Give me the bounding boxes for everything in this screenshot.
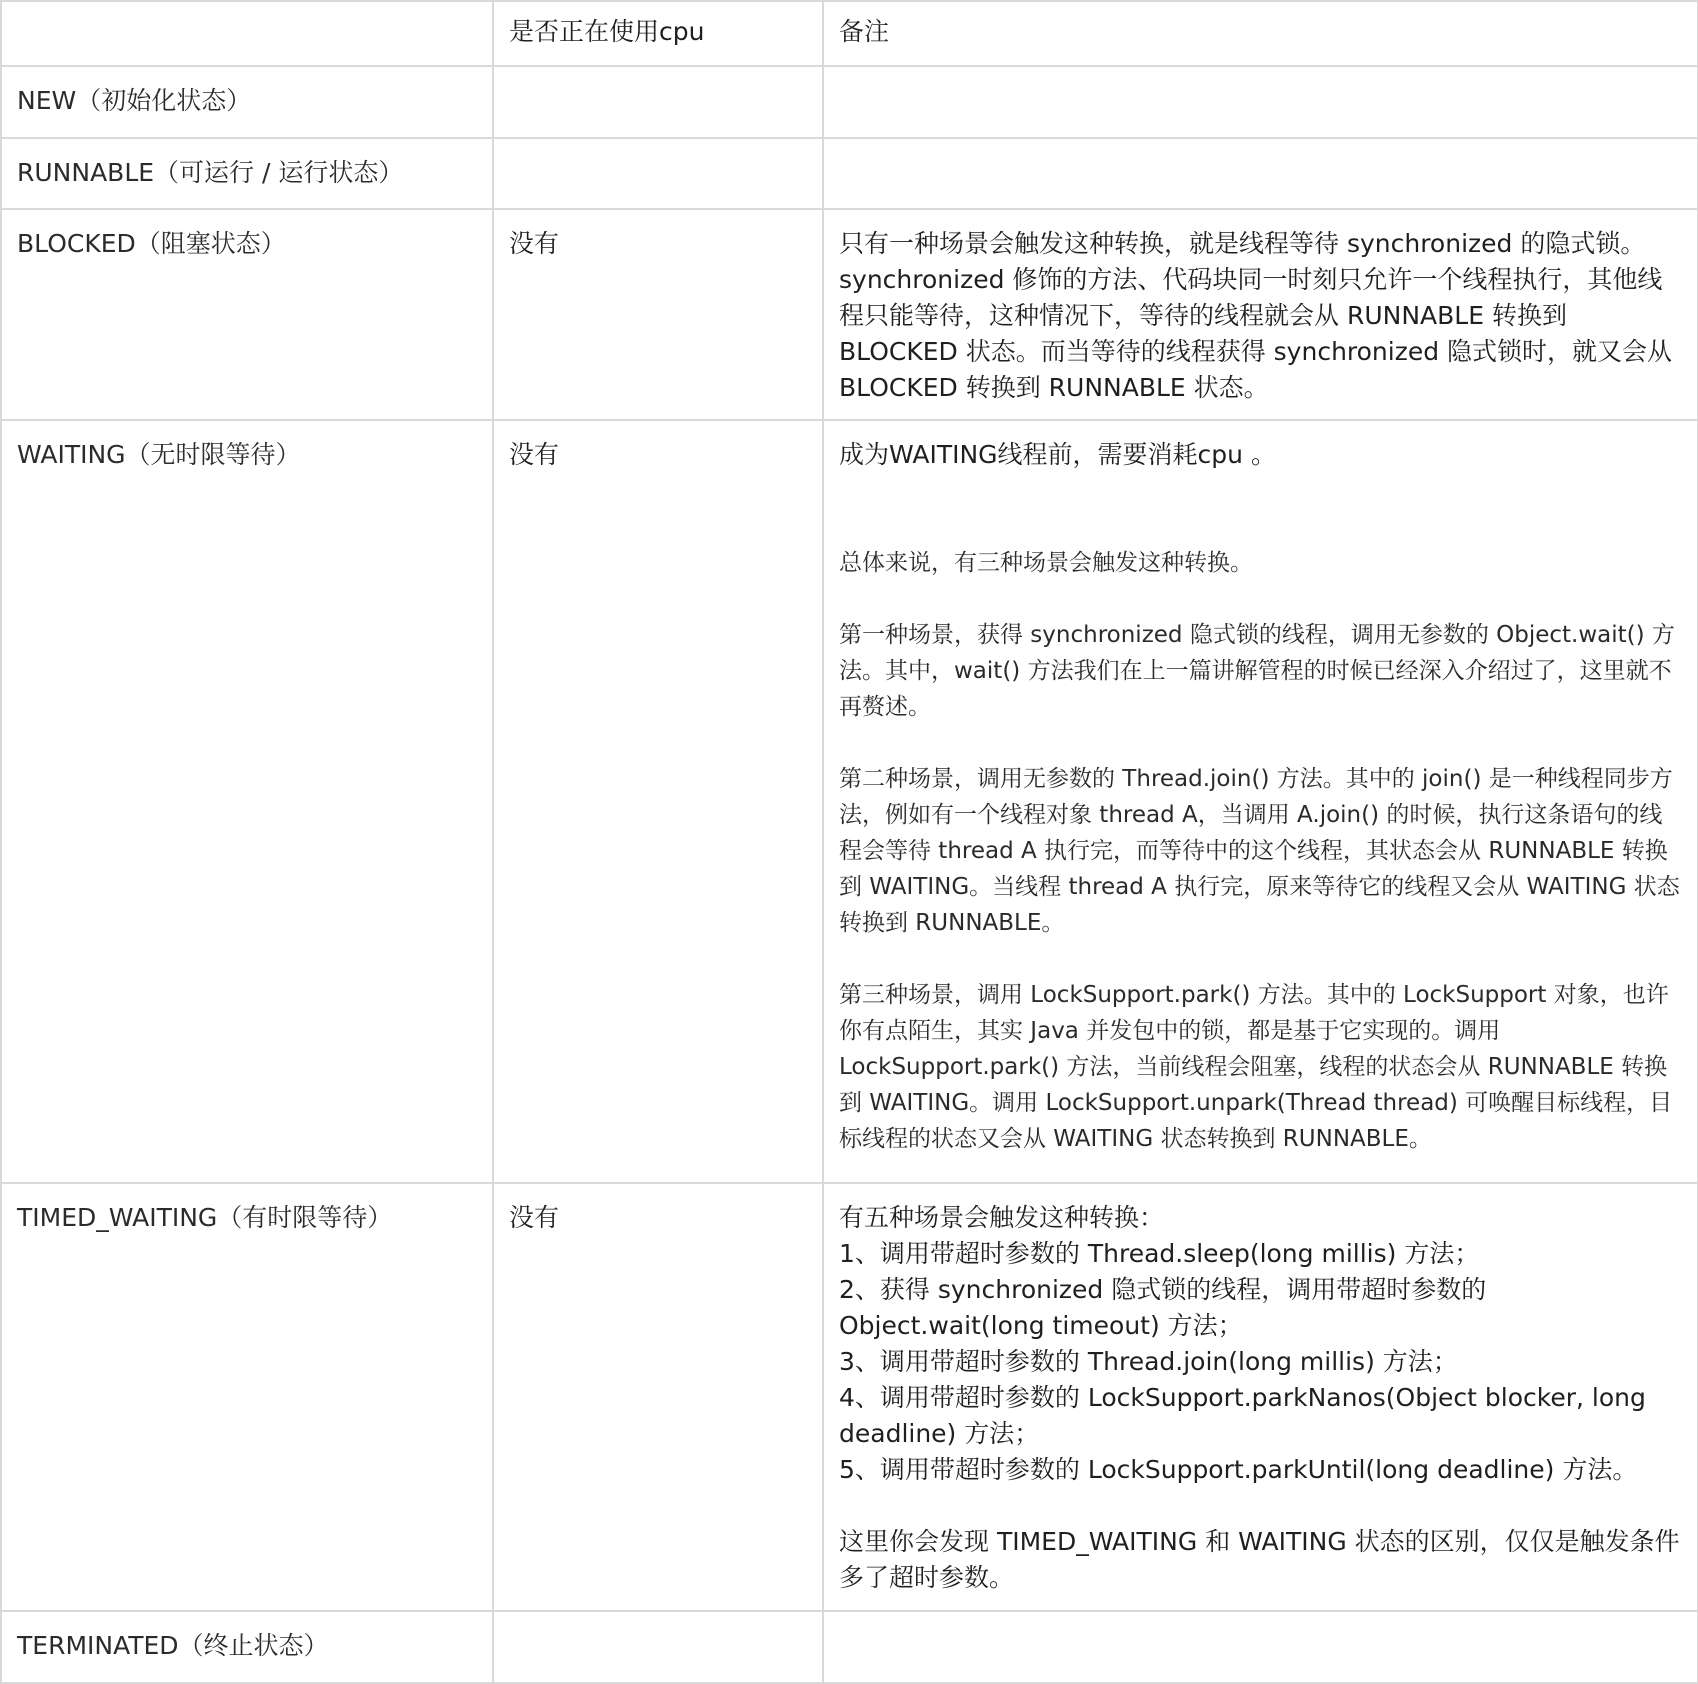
table-row-timed-waiting bbox=[1, 1183, 1698, 1611]
table-row-waiting bbox=[1, 420, 1698, 1183]
spacer bbox=[839, 941, 1683, 977]
timed-waiting-item-1: 1、调用带超时参数的 Thread.sleep(long millis) 方法； bbox=[839, 1239, 1480, 1268]
cpu-cell-terminated bbox=[493, 1611, 823, 1683]
header-note-column: 备注 bbox=[823, 1, 1698, 66]
note-cell-terminated bbox=[823, 1611, 1698, 1683]
blocked-note-text: 只有一种场景会触发这种转换，就是线程等待 synchronized 的隐式锁。synchronized 修饰的方法、代码块同一时刻只允许一个线程执行，其他线程只能等待，这种情况下，等待的线程就会从 RUNNABLE 转换到 BLOCKED 状态。而当等待的线程获得 synchronized 隐式锁时，就又会从 BLOCKED 转换到 RUNNABLE 状态。 bbox=[839, 229, 1673, 402]
timed-waiting-item-4: 4、调用带超时参数的 LockSupport.parkNanos(Object blocker, long deadline) 方法； bbox=[839, 1383, 1646, 1448]
state-cell-runnable: RUNNABLE（可运行 / 运行状态） bbox=[1, 138, 493, 209]
cpu-cell-blocked: 没有 bbox=[493, 209, 823, 420]
note-cell-blocked bbox=[823, 209, 1698, 420]
note-cell-waiting bbox=[823, 420, 1698, 1183]
table-row-new bbox=[1, 66, 1698, 138]
state-cell-terminated: TERMINATED（终止状态） bbox=[1, 1611, 493, 1683]
waiting-note-scenario-2: 第二种场景，调用无参数的 Thread.join() 方法。其中的 join() 是一种线程同步方法，例如有一个线程对象 thread A，当调用 A.join() 的时候，执行这条语句的线程会等待 thread A 执行完，而等待中的这个线程，其状态会从 RUNNABLE 转换到 WAITING。当线程 thread A 执行完，原来等待它的线程又会从 WAITING 状态转换到 RUNNABLE。 bbox=[839, 766, 1680, 936]
timed-waiting-note-outro: 这里你会发现 TIMED_WAITING 和 WAITING 状态的区别，仅仅是触发条件多了超时参数。 bbox=[839, 1527, 1680, 1592]
state-cell-new: NEW（初始化状态） bbox=[1, 66, 493, 138]
spacer bbox=[839, 581, 1683, 617]
waiting-note-scenario-1: 第一种场景，获得 synchronized 隐式锁的线程，调用无参数的 Object.wait() 方法。其中，wait() 方法我们在上一篇讲解管程的时候已经深入介绍过了，这里就不再赘述。 bbox=[839, 622, 1675, 720]
timed-waiting-item-5: 5、调用带超时参数的 LockSupport.parkUntil(long deadline) 方法。 bbox=[839, 1455, 1638, 1484]
cpu-cell-timed-waiting: 没有 bbox=[493, 1183, 823, 1611]
state-cell-waiting: WAITING（无时限等待） bbox=[1, 420, 493, 1183]
waiting-note-scenario-3: 第三种场景，调用 LockSupport.park() 方法。其中的 LockSupport 对象，也许你有点陌生，其实 Java 并发包中的锁，都是基于它实现的。调用 LockSupport.park() 方法，当前线程会阻塞，线程的状态会从 RUNNABLE 转换到 WAITING。调用 LockSupport.unpark(Thread thread) 可唤醒目标线程，目标线程的状态又会从 WAITING 状态转换到 RUNNABLE。 bbox=[839, 982, 1673, 1152]
table-row-runnable bbox=[1, 138, 1698, 209]
cpu-cell-waiting: 没有 bbox=[493, 420, 823, 1183]
spacer bbox=[839, 473, 1683, 545]
note-cell-new bbox=[823, 66, 1698, 138]
table-row-blocked bbox=[1, 209, 1698, 420]
timed-waiting-item-3: 3、调用带超时参数的 Thread.join(long millis) 方法； bbox=[839, 1347, 1458, 1376]
timed-waiting-note-intro: 有五种场景会触发这种转换： bbox=[839, 1203, 1165, 1232]
timed-waiting-item-2: 2、获得 synchronized 隐式锁的线程，调用带超时参数的 Object.wait(long timeout) 方法； bbox=[839, 1275, 1487, 1340]
header-cpu-column: 是否正在使用cpu bbox=[493, 1, 823, 66]
waiting-note-summary: 总体来说，有三种场景会触发这种转换。 bbox=[839, 550, 1253, 576]
table-row-terminated bbox=[1, 1611, 1698, 1683]
header-state-column bbox=[1, 1, 493, 66]
note-cell-timed-waiting bbox=[823, 1183, 1698, 1611]
table-header-row bbox=[1, 1, 1698, 66]
note-cell-runnable bbox=[823, 138, 1698, 209]
spacer bbox=[839, 725, 1683, 761]
spacer bbox=[839, 1488, 1683, 1524]
state-cell-blocked: BLOCKED（阻塞状态） bbox=[1, 209, 493, 420]
cpu-cell-new bbox=[493, 66, 823, 138]
waiting-note-intro: 成为WAITING线程前，需要消耗cpu 。 bbox=[839, 440, 1276, 469]
cpu-cell-runnable bbox=[493, 138, 823, 209]
state-cell-timed-waiting: TIMED_WAITING（有时限等待） bbox=[1, 1183, 493, 1611]
